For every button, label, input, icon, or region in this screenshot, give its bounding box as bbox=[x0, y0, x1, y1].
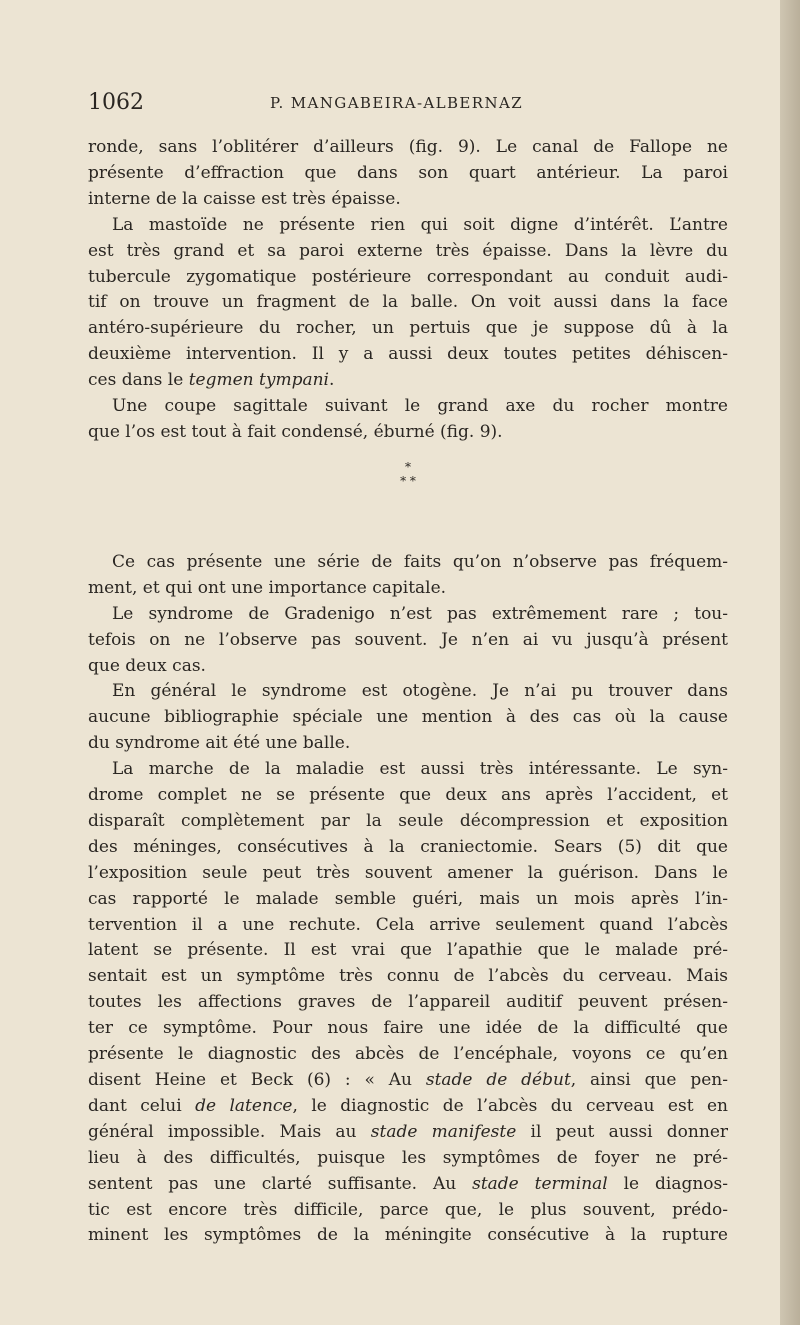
text-run: général impossible. Mais au bbox=[88, 1121, 371, 1142]
italic-term: stade terminal bbox=[472, 1173, 608, 1194]
text-line: latent se présente. Il est vrai que l’apathie que le malade pré- bbox=[88, 940, 728, 961]
text-line: l’exposition seule peut très souvent amener la guérison. Dans le bbox=[88, 862, 728, 883]
page-header bbox=[88, 90, 728, 120]
text-line: minent les symptômes de la méningite consécutive à la rupture bbox=[88, 1225, 728, 1246]
text-run: , ainsi que pen- bbox=[570, 1070, 728, 1090]
text-line: sentait est un symptôme très connu de l’abcès du cerveau. Mais bbox=[88, 966, 728, 987]
text-line: deuxième intervention. Il y a aussi deux toutes petites déhiscen- bbox=[88, 344, 728, 365]
text-line: que deux cas. bbox=[88, 655, 206, 676]
text-run: dant celui bbox=[88, 1095, 196, 1116]
text-line: tic est encore très difficile, parce que, le plus souvent, prédo- bbox=[88, 1199, 728, 1220]
text-line bbox=[88, 1094, 728, 1120]
text-line: tubercule zygomatique postérieure correspondant au conduit audi- bbox=[88, 266, 728, 287]
asterism-bottom: * * bbox=[400, 473, 416, 488]
text-run: . bbox=[329, 370, 335, 391]
text-line bbox=[88, 368, 728, 394]
text-line: présente d’effraction que dans son quart antérieur. La paroi bbox=[88, 162, 728, 183]
text-line bbox=[88, 1120, 728, 1146]
text-line: du syndrome ait été une balle. bbox=[88, 733, 351, 754]
text-line: Une coupe sagittale suivant le grand axe du rocher montre bbox=[112, 396, 728, 417]
text-line: drome complet ne se présente que deux ans après l’accident, et bbox=[88, 785, 728, 806]
text-line: toutes les affections graves de l’appareil auditif peuvent présen- bbox=[88, 992, 728, 1013]
asterism-top: * bbox=[405, 459, 411, 474]
section-separator bbox=[88, 446, 728, 550]
text-line bbox=[88, 1172, 728, 1198]
page-edge-shadow bbox=[780, 0, 800, 1325]
italic-term: stade de début bbox=[425, 1070, 571, 1090]
text-run: , le diagnostic de l’abcès du cerveau est en bbox=[292, 1095, 728, 1116]
text-line: La marche de la maladie est aussi très intéressante. Le syn- bbox=[112, 759, 728, 780]
text-line: disparaît complètement par la seule décompression et exposition bbox=[88, 810, 728, 831]
text-run: disent Heine et Beck (6) : « Au bbox=[88, 1070, 426, 1090]
text-line: tervention il a une rechute. Cela arrive seulement quand l’abcès bbox=[88, 914, 728, 935]
text-run: ces dans le bbox=[88, 370, 189, 391]
text-line: ronde, sans l’oblitérer d’ailleurs (fig. 9). Le canal de Fallope ne bbox=[88, 137, 728, 157]
text-line: présente le diagnostic des abcès de l’encéphale, voyons ce qu’en bbox=[88, 1044, 728, 1065]
italic-term: stade manifeste bbox=[370, 1121, 517, 1142]
text-line: tefois on ne l’observe pas souvent. Je n’en ai vu jusqu’à présent bbox=[88, 629, 728, 650]
text-run: il peut aussi donner bbox=[516, 1121, 729, 1142]
text-line: aucune bibliographie spéciale une mention à des cas où la cause bbox=[88, 707, 728, 728]
text-run: le diagnos- bbox=[607, 1173, 728, 1194]
text-run: sentent pas une clarté suffisante. Au bbox=[88, 1173, 473, 1194]
running-head: P. MANGABEIRA-ALBERNAZ bbox=[270, 94, 524, 112]
text-line: Ce cas présente une série de faits qu’on n’observe pas fréquem- bbox=[112, 551, 728, 572]
text-line: est très grand et sa paroi externe très épaisse. Dans la lèvre du bbox=[88, 240, 728, 261]
italic-term: de latence bbox=[195, 1095, 293, 1116]
text-line: En général le syndrome est otogène. Je n’ai pu trouver dans bbox=[112, 681, 728, 702]
text-line: ter ce symptôme. Pour nous faire une idée de la difficulté que bbox=[88, 1018, 728, 1039]
page-number: 1062 bbox=[88, 90, 144, 115]
text-line: ment, et qui ont une importance capitale. bbox=[88, 577, 447, 598]
italic-term: tegmen tympani bbox=[188, 370, 329, 391]
text-line: cas rapporté le malade semble guéri, mais un mois après l’in- bbox=[88, 888, 728, 909]
text-line: La mastoïde ne présente rien qui soit digne d’intérêt. L’antre bbox=[112, 214, 728, 235]
body-text bbox=[88, 135, 728, 1249]
text-line: lieu à des difficultés, puisque les symptômes de foyer ne pré- bbox=[88, 1147, 728, 1168]
text-line bbox=[88, 1068, 728, 1094]
text-line: antéro-supérieure du rocher, un pertuis que je suppose dû à la bbox=[88, 318, 728, 339]
text-line: Le syndrome de Gradenigo n’est pas extrêmement rare ; tou- bbox=[112, 603, 728, 624]
asterism bbox=[88, 460, 728, 488]
text-line: interne de la caisse est très épaisse. bbox=[88, 188, 401, 209]
text-line: tif on trouve un fragment de la balle. On voit aussi dans la face bbox=[88, 292, 728, 313]
text-line: que l’os est tout à fait condensé, éburné (fig. 9). bbox=[88, 421, 503, 442]
text-line: des méninges, consécutives à la craniectomie. Sears (5) dit que bbox=[88, 836, 728, 857]
